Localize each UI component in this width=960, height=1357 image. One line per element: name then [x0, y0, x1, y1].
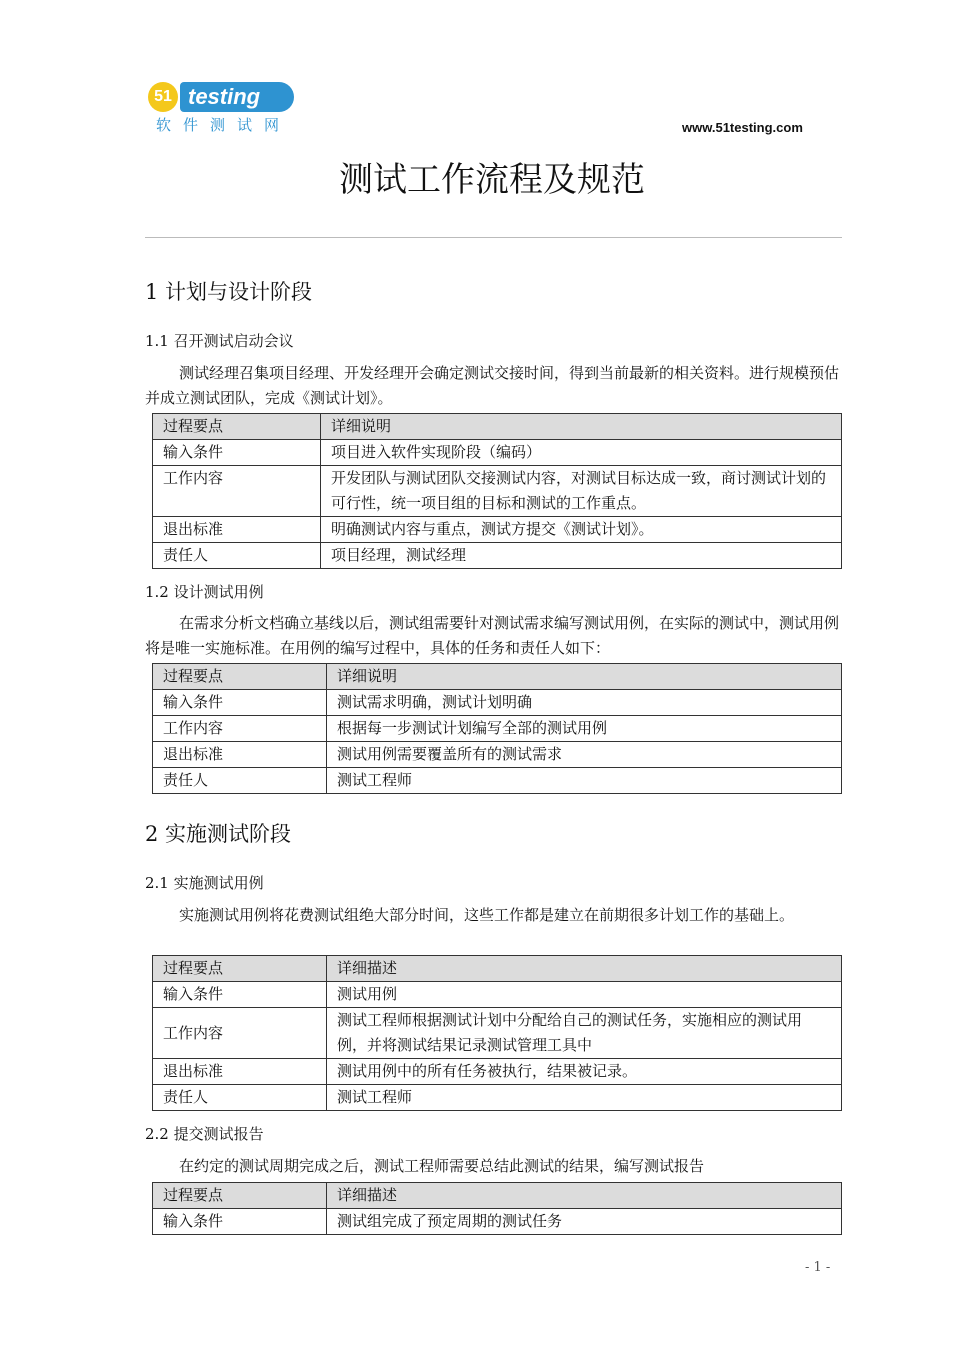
process-table — [152, 413, 842, 569]
table-header: 过程要点 — [153, 414, 321, 440]
logo-subtitle: 软件测试网 — [156, 116, 292, 134]
table-cell: 测试工程师 — [327, 768, 842, 794]
subsection-heading: 2.1 实施测试用例 — [145, 874, 264, 892]
table-cell: 项目经理，测试经理 — [321, 543, 842, 569]
paragraph: 在需求分析文档确立基线以后，测试组需要针对测试需求编写测试用例，在实际的测试中，测试用例将是唯一实施标准。在用例的编写过程中，具体的任务和责任人如下： — [145, 614, 840, 657]
table-cell: 工作内容 — [153, 1008, 327, 1059]
subsection-heading: 1.2 设计测试用例 — [145, 583, 264, 601]
logo-word: testing — [180, 82, 294, 112]
table-header: 详细说明 — [321, 414, 842, 440]
table-cell: 退出标准 — [153, 517, 321, 543]
table-cell: 明确测试内容与重点，测试方提交《测试计划》。 — [321, 517, 842, 543]
table-cell: 测试需求明确，测试计划明确 — [327, 690, 842, 716]
table-cell: 责任人 — [153, 543, 321, 569]
table-header: 过程要点 — [153, 1183, 327, 1209]
section-heading: 1 计划与设计阶段 — [145, 280, 313, 304]
table-cell: 根据每一步测试计划编写全部的测试用例 — [327, 716, 842, 742]
document-title: 测试工作流程及规范 — [339, 160, 645, 200]
subsection-heading: 2.2 提交测试报告 — [145, 1125, 264, 1143]
table-cell: 工作内容 — [153, 466, 321, 517]
paragraph: 实施测试用例将花费测试组绝大部分时间，这些工作都是建立在前期很多计划工作的基础上。 — [179, 906, 795, 924]
page-number: - 1 - — [805, 1260, 831, 1275]
process-table — [152, 955, 842, 1111]
site-url: www.51testing.com — [682, 120, 803, 135]
51testing-logo — [148, 70, 298, 136]
table-header: 过程要点 — [153, 956, 327, 982]
section-heading: 2 实施测试阶段 — [145, 822, 292, 846]
table-header: 详细说明 — [327, 664, 842, 690]
table-header: 过程要点 — [153, 664, 327, 690]
subsection-heading: 1.1 召开测试启动会议 — [145, 332, 294, 350]
table-cell: 输入条件 — [153, 982, 327, 1008]
table-cell: 测试工程师根据测试计划中分配给自己的测试任务，实施相应的测试用例，并将测试结果记录测试管理工具中 — [327, 1008, 842, 1059]
logo-number: 51 — [148, 82, 178, 112]
table-cell: 开发团队与测试团队交接测试内容，对测试目标达成一致，商讨测试计划的可行性，统一项目组的目标和测试的工作重点。 — [321, 466, 842, 517]
table-cell: 测试工程师 — [327, 1085, 842, 1111]
paragraph: 测试经理召集项目经理、开发经理开会确定测试交接时间，得到当前最新的相关资料。进行规模预估并成立测试团队，完成《测试计划》。 — [145, 364, 840, 407]
table-cell: 输入条件 — [153, 440, 321, 466]
paragraph: 在约定的测试周期完成之后，测试工程师需要总结此测试的结果，编写测试报告 — [179, 1157, 705, 1175]
header-divider — [145, 237, 842, 238]
table-cell: 退出标准 — [153, 742, 327, 768]
table-cell: 测试组完成了预定周期的测试任务 — [327, 1209, 842, 1235]
table-cell: 项目进入软件实现阶段（编码） — [321, 440, 842, 466]
table-cell: 测试用例需要覆盖所有的测试需求 — [327, 742, 842, 768]
table-cell: 工作内容 — [153, 716, 327, 742]
table-cell: 责任人 — [153, 768, 327, 794]
table-cell: 测试用例中的所有任务被执行，结果被记录。 — [327, 1059, 842, 1085]
table-cell: 退出标准 — [153, 1059, 327, 1085]
process-table — [152, 1182, 842, 1235]
process-table — [152, 663, 842, 794]
table-cell: 测试用例 — [327, 982, 842, 1008]
table-header: 详细描述 — [327, 956, 842, 982]
table-cell: 输入条件 — [153, 1209, 327, 1235]
table-cell: 责任人 — [153, 1085, 327, 1111]
table-cell: 输入条件 — [153, 690, 327, 716]
table-header: 详细描述 — [327, 1183, 842, 1209]
